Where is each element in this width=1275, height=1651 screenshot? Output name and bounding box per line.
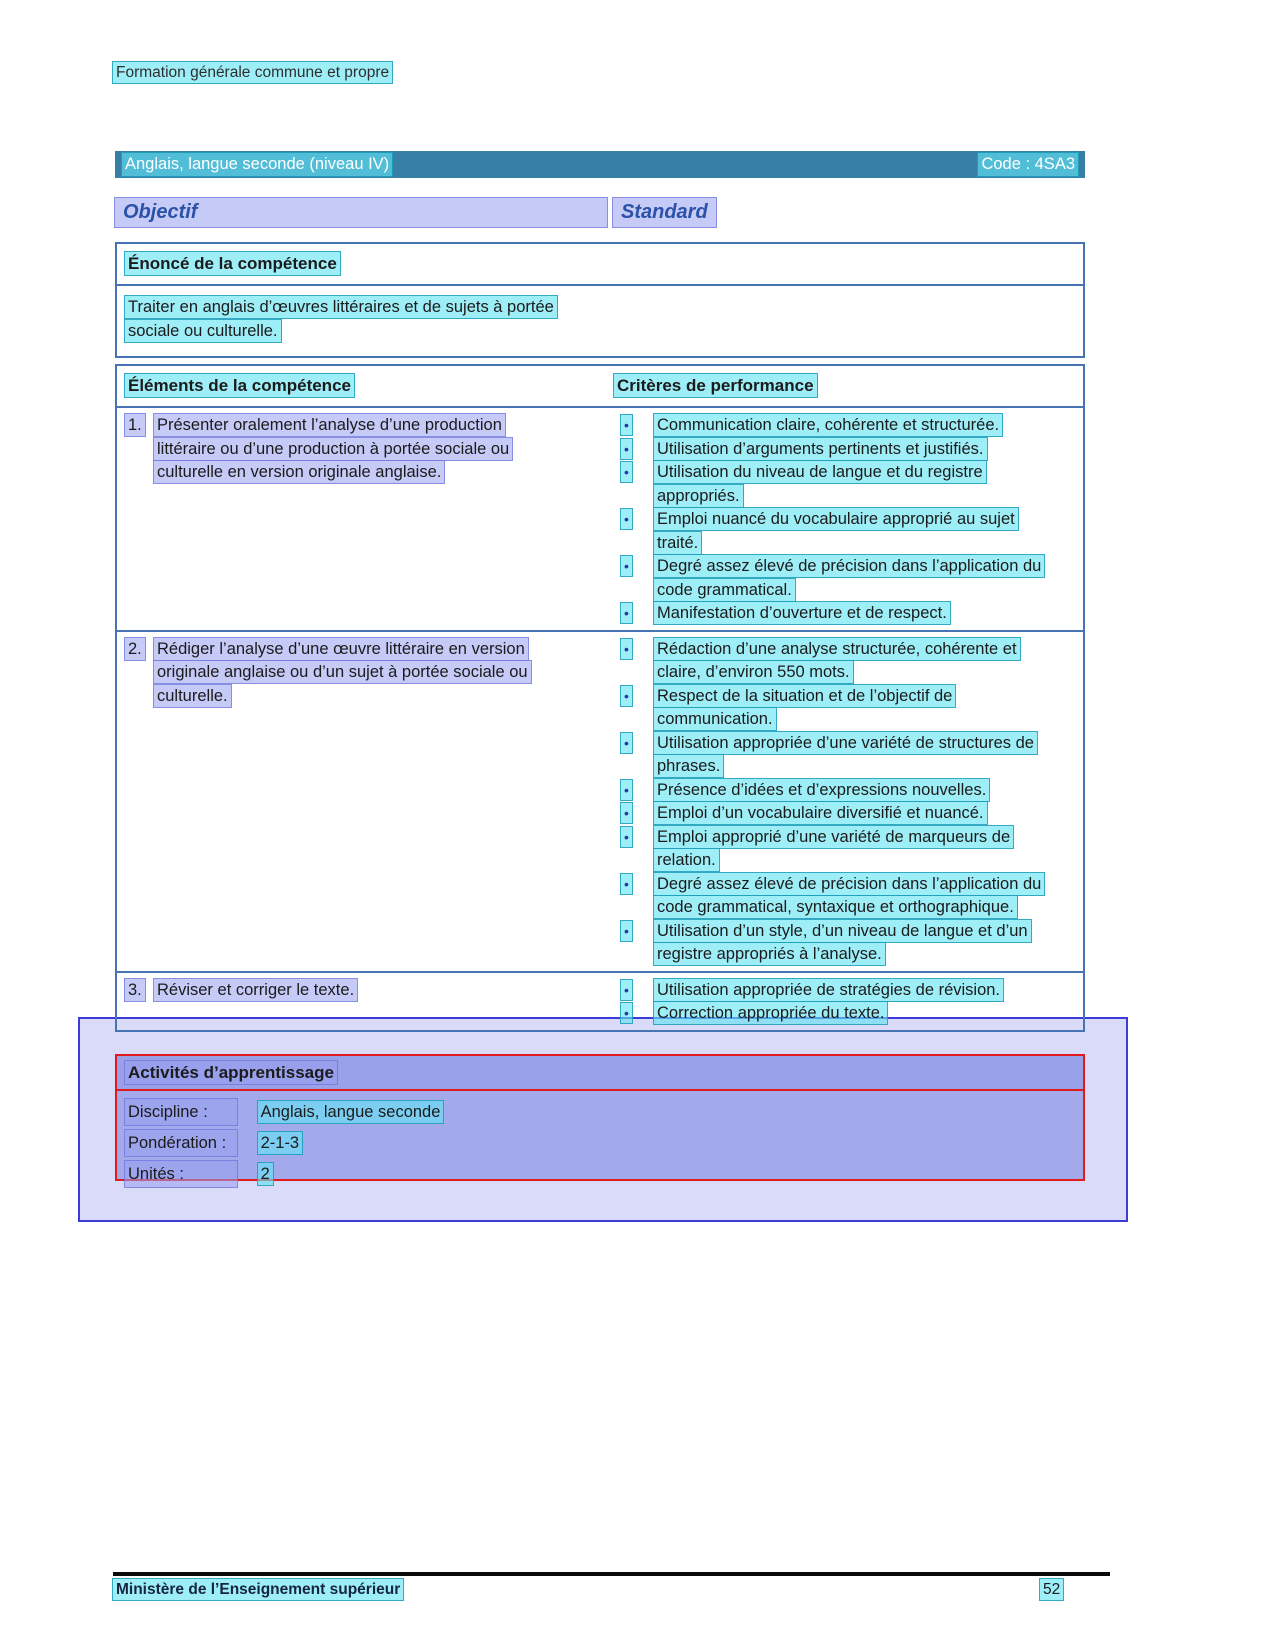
- element-number: 2.: [125, 638, 146, 662]
- section-header-row: [115, 198, 1085, 227]
- page-number-text: 52: [1040, 1579, 1063, 1600]
- bullet-icon: •: [621, 1003, 632, 1023]
- bullet-icon: •: [621, 827, 632, 847]
- bullet-icon: •: [621, 780, 632, 800]
- bullet-icon: •: [621, 874, 632, 894]
- footer-divider: [113, 1572, 1110, 1576]
- competence-table-header: [117, 244, 1083, 286]
- activity-value: Anglais, langue seconde: [258, 1101, 444, 1123]
- activity-label: Unités :: [125, 1161, 237, 1187]
- activities-header-text: Activités d’apprentissage: [125, 1061, 337, 1084]
- criterion-text: Respect de la situation et de l’objectif de communication.: [654, 685, 955, 731]
- element-text: Présenter oralement l’analyse d’une production littéraire ou d’une production à portée sociale ou culturelle en version originale anglaise.: [154, 414, 512, 483]
- activity-value: 2-1-3: [258, 1132, 303, 1154]
- criterion-item: [614, 873, 1075, 920]
- criterion-item: [614, 638, 1075, 685]
- activities-box-header: [117, 1056, 1083, 1091]
- bullet-icon: •: [621, 803, 632, 823]
- objectif-header: Objectif: [115, 198, 607, 227]
- criterion-item: [614, 802, 1075, 826]
- competence-statement-cell: [117, 286, 1083, 356]
- criterion-text: Correction appropriée du texte.: [654, 1002, 887, 1024]
- criterion-text: Degré assez élevé de précision dans l’application du code grammatical, syntaxique et orthographique.: [654, 873, 1044, 919]
- activity-row: [125, 1130, 1075, 1156]
- criterion-item: [614, 732, 1075, 779]
- bullet-wrap: [614, 732, 654, 756]
- criterion-text: Rédaction d’une analyse structurée, cohérente et claire, d’environ 550 mots.: [654, 638, 1020, 684]
- criterion-item: [614, 779, 1075, 803]
- activities-box: [115, 1054, 1085, 1181]
- criterion-item: [614, 685, 1075, 732]
- element-number: 1.: [125, 414, 146, 438]
- bullet-wrap: [614, 1002, 654, 1026]
- bullet-wrap: [614, 779, 654, 803]
- bullet-wrap: [614, 414, 654, 438]
- criterion-text: Emploi approprié d’une variété de marqueurs de relation.: [654, 826, 1013, 872]
- bullet-icon: •: [621, 603, 632, 623]
- table-row: [117, 632, 1083, 973]
- criterion-text: Utilisation appropriée de stratégies de révision.: [654, 979, 1003, 1001]
- activity-value: 2: [258, 1163, 273, 1185]
- criterion-text: Utilisation d’un style, d’un niveau de langue et d’un registre appropriés à l’analyse.: [654, 920, 1031, 966]
- bullet-wrap: [614, 979, 654, 1003]
- criterion-item: [614, 979, 1075, 1003]
- bullet-wrap: [614, 685, 654, 709]
- bullet-wrap: [614, 461, 654, 485]
- standard-header: Standard: [613, 198, 716, 227]
- activities-rows: [117, 1091, 1083, 1187]
- table-row: [117, 973, 1083, 1030]
- elements-column-header: [117, 366, 614, 406]
- page-number: [1040, 1581, 1063, 1599]
- bullet-icon: •: [621, 439, 632, 459]
- criterion-item: [614, 414, 1075, 438]
- course-title: Anglais, langue seconde (niveau IV): [122, 153, 392, 176]
- bullet-icon: •: [621, 980, 632, 1000]
- bullet-wrap: [614, 873, 654, 897]
- table-row: [117, 408, 1083, 632]
- element-text: Réviser et corriger le texte.: [154, 979, 357, 1001]
- criterion-text: Utilisation appropriée d’une variété de structures de phrases.: [654, 732, 1037, 778]
- criterion-text: Emploi nuancé du vocabulaire approprié au sujet traité.: [654, 508, 1018, 554]
- element-cell: [117, 408, 614, 630]
- bullet-icon: •: [621, 556, 632, 576]
- bullet-icon: •: [621, 639, 632, 659]
- criteria-column-header: [614, 366, 1083, 406]
- criterion-item: [614, 555, 1075, 602]
- bullet-icon: •: [621, 415, 632, 435]
- elements-header-text: Éléments de la compétence: [125, 374, 354, 397]
- criterion-text: Communication claire, cohérente et structurée.: [654, 414, 1002, 436]
- criteria-cell: [614, 632, 1083, 971]
- element-cell: [117, 632, 614, 971]
- criterion-item: [614, 438, 1075, 462]
- activity-row: [125, 1099, 1075, 1125]
- criteria-header-text: Critères de performance: [614, 374, 817, 397]
- criterion-item: [614, 920, 1075, 967]
- criterion-item: [614, 508, 1075, 555]
- criterion-item: [614, 461, 1075, 508]
- footer-ministry: [113, 1581, 403, 1599]
- criteria-cell: [614, 408, 1083, 630]
- criterion-text: Présence d’idées et d’expressions nouvelles.: [654, 779, 989, 801]
- activity-label: Pondération :: [125, 1130, 237, 1156]
- bullet-icon: •: [621, 509, 632, 529]
- bullet-wrap: [614, 920, 654, 944]
- bullet-icon: •: [621, 686, 632, 706]
- criterion-text: Emploi d’un vocabulaire diversifié et nuancé.: [654, 802, 987, 824]
- competence-statement-text: Traiter en anglais d’œuvres littéraires et de sujets à portée sociale ou culturelle.: [125, 296, 557, 342]
- element-number: 3.: [125, 979, 146, 1003]
- criterion-item: [614, 826, 1075, 873]
- course-title-bar: [115, 151, 1085, 178]
- performance-table: [115, 364, 1085, 1032]
- activity-row: [125, 1161, 1075, 1187]
- competence-header-text: Énoncé de la compétence: [125, 252, 340, 275]
- criterion-item: [614, 1002, 1075, 1026]
- bullet-icon: •: [621, 733, 632, 753]
- element-text: Rédiger l’analyse d’une œuvre littéraire en version originale anglaise ou d’un sujet à portée sociale ou culturelle.: [154, 638, 531, 707]
- bullet-wrap: [614, 602, 654, 626]
- element-cell: [117, 973, 614, 1030]
- criterion-text: Manifestation d’ouverture et de respect.: [654, 602, 950, 624]
- bullet-wrap: [614, 638, 654, 662]
- criterion-text: Utilisation du niveau de langue et du registre appropriés.: [654, 461, 986, 507]
- criteria-cell: [614, 973, 1083, 1030]
- criterion-item: [614, 602, 1075, 626]
- document-category-label: [113, 64, 392, 82]
- course-code: Code : 4SA3: [978, 153, 1078, 176]
- bullet-icon: •: [621, 462, 632, 482]
- bullet-wrap: [614, 802, 654, 826]
- performance-table-header: [117, 366, 1083, 408]
- bullet-wrap: [614, 826, 654, 850]
- bullet-wrap: [614, 438, 654, 462]
- bullet-wrap: [614, 555, 654, 579]
- bullet-wrap: [614, 508, 654, 532]
- bullet-icon: •: [621, 921, 632, 941]
- performance-rows: [117, 408, 1083, 1030]
- category-text: Formation générale commune et propre: [113, 62, 392, 83]
- footer-ministry-text: Ministère de l’Enseignement supérieur: [113, 1579, 403, 1600]
- activity-label: Discipline :: [125, 1099, 237, 1125]
- criterion-text: Degré assez élevé de précision dans l’application du code grammatical.: [654, 555, 1044, 601]
- competence-table: [115, 242, 1085, 358]
- criterion-text: Utilisation d’arguments pertinents et justifiés.: [654, 438, 987, 460]
